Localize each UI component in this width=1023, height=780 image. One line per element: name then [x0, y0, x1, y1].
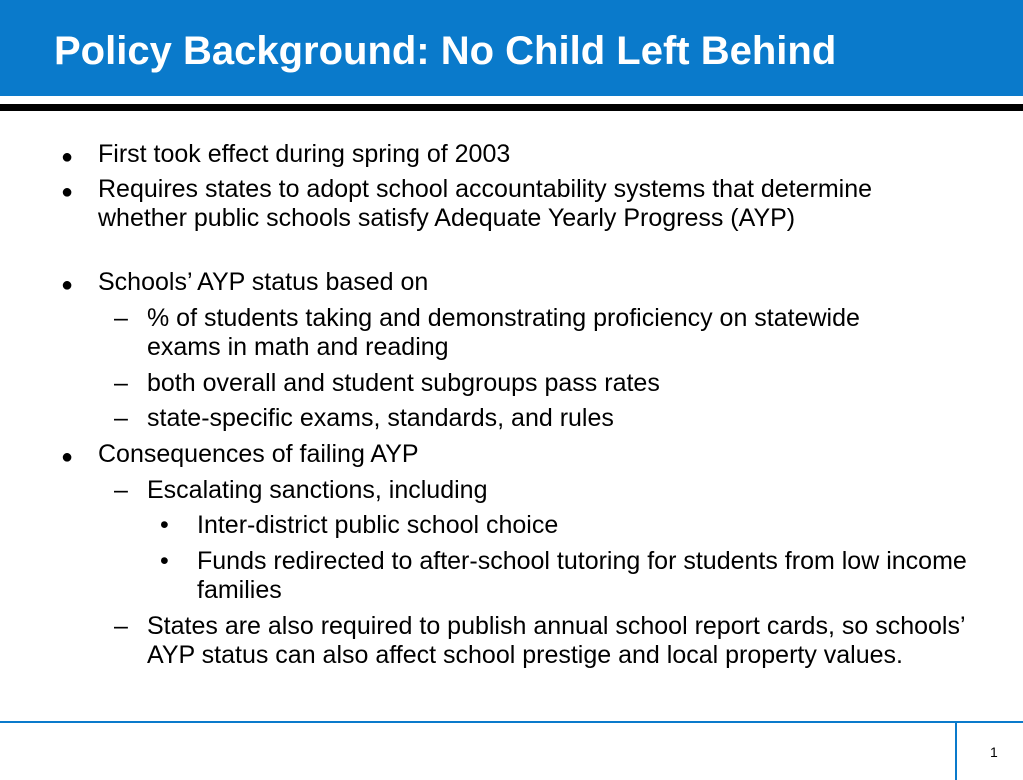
- sub-item-pass-rates: both overall and student subgroups pass rates: [147, 369, 660, 397]
- page-number: 1: [990, 744, 998, 760]
- bullet-marker-small: •: [160, 511, 169, 539]
- dash-marker: –: [114, 612, 128, 640]
- title-bar: [0, 0, 1023, 96]
- dash-marker: –: [114, 476, 128, 504]
- bullet-marker: ●: [61, 181, 74, 203]
- dash-marker: –: [114, 404, 128, 432]
- dash-marker: –: [114, 304, 128, 332]
- sub-item-proficiency: % of students taking and demonstrating proficiency on statewide exams in math and reading: [147, 304, 860, 361]
- bullet-item-effective-date: First took effect during spring of 2003: [98, 140, 511, 168]
- bullet-item-consequences: Consequences of failing AYP: [98, 440, 419, 468]
- sub-item-state-specific: state-specific exams, standards, and rules: [147, 404, 614, 432]
- dash-marker: –: [114, 369, 128, 397]
- footer-divider: [955, 723, 957, 780]
- title-underline-rule: [0, 104, 1023, 111]
- bullet-marker: ●: [61, 146, 74, 168]
- bullet-marker: ●: [61, 274, 74, 296]
- bullet-item-ayp-status: Schools’ AYP status based on: [98, 268, 429, 296]
- sub-item-report-cards: States are also required to publish annual school report cards, so schools’ AYP status can also affect school prestige and local property values.: [147, 612, 965, 669]
- sub-sub-item-tutoring: Funds redirected to after-school tutoring for students from low income families: [197, 547, 967, 604]
- sub-item-sanctions: Escalating sanctions, including: [147, 476, 488, 504]
- footer-rule: [0, 721, 1023, 723]
- bullet-marker-small: •: [160, 547, 169, 575]
- sub-sub-item-school-choice: Inter-district public school choice: [197, 511, 559, 539]
- slide-title: Policy Background: No Child Left Behind: [54, 29, 837, 73]
- bullet-item-accountability: Requires states to adopt school accountability systems that determine whether public schools satisfy Adequate Yearly Progress (AYP): [98, 175, 873, 232]
- bullet-marker: ●: [61, 446, 74, 468]
